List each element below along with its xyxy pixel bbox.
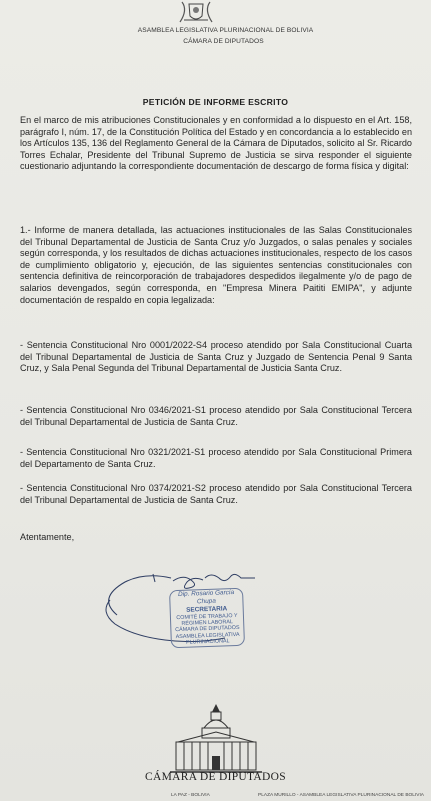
question-1: 1.- Informe de manera detallada, las actuaciones institucionales de las Salas Constitucionales del Tribunal Departamental de Justicia de Santa Cruz y/o Juzgados, o salas penales y sociales según corresponda, y los resultados de dichas actuaciones institucionales, respecto de los casos de cumplimiento obligatorio y, ejecución, de las siguientes sentencias constitucionales con sentencia definitiva de reincorporación de trabajadores despedidos ilegalmente y/o de pago de salarios devengados, según corresponda, en "Empresa Minera Paititi EMIPA", y adjunte documentación de respaldo en copia legalizada: <box>20 225 412 305</box>
footer-city: LA PAZ - BOLIVIA <box>171 793 210 798</box>
stamp-chamber: CÁMARA DE DIPUTADOS <box>175 625 240 634</box>
ruling-4: - Sentencia Constitucional Nro 0374/2021-S2 proceso atendido por Sala Constitucional Tercera del Tribunal Departamental de Justicia de Santa Cruz. <box>20 483 412 505</box>
intro-paragraph: En el marco de mis atribuciones Constitucionales y en conformidad a lo dispuesto en el Art. 158, parágrafo I, núm. 17, de la Constitución Política del Estado y en concordancia a lo establecido en los Artículos 135, 136 del Reglamento General de la Cámara de Diputados, solicito al Sr. Ricardo Torres Echalar, Presidente del Tribunal Supremo de Justicia se sirva responder el siguiente cuestionario adjuntando la correspondiente documentación de descargo de forma física y digital: <box>20 115 412 172</box>
stamp-assembly: ASAMBLEA LEGISLATIVA PLURINACIONAL <box>175 631 240 646</box>
stamp-name: Dip. Rosario García Chupa <box>177 589 235 606</box>
header-chamber: CÁMARA DE DIPUTADOS <box>183 38 264 45</box>
ruling-2: - Sentencia Constitucional Nro 0346/2021-S1 proceso atendido por Sala Constitucional Tercera del Tribunal Departamental de Justicia de Santa Cruz. <box>20 405 412 427</box>
document-title: PETICIÓN DE INFORME ESCRITO <box>142 97 289 107</box>
footer-address: PLAZA MURILLO - ASAMBLEA LEGISLATIVA PLURINACIONAL DE BOLIVIA <box>258 793 424 798</box>
chamber-building-logo <box>168 702 264 778</box>
stamp-committee: COMITÉ DE TRABAJO Y RÉGIMEN LABORAL <box>176 612 238 628</box>
header-institution: ASAMBLEA LEGISLATIVA PLURINACIONAL DE BOLIVIA <box>137 27 314 34</box>
ruling-3: - Sentencia Constitucional Nro 0321/2021-S1 proceso atendido por Sala Constitucional Primera del Departamento de Santa Cruz. <box>20 447 412 469</box>
official-stamp <box>169 588 245 649</box>
footer-logo-text: CÁMARA DE DIPUTADOS <box>145 771 286 783</box>
coat-of-arms-icon <box>172 0 220 24</box>
ruling-1: - Sentencia Constitucional Nro 0001/2022-S4 proceso atendido por Sala Constitucional Cuarta del Tribunal Departamental de Justicia de Santa Cruz y Juzgado de Sentencia Penal 9 Santa Cruz, y Sala Penal Segunda del Tribunal Departamental de Justicia Santa Cruz. <box>20 340 412 374</box>
stamp-role: SECRETARIA <box>186 605 228 614</box>
closing: Atentamente, <box>20 532 75 542</box>
